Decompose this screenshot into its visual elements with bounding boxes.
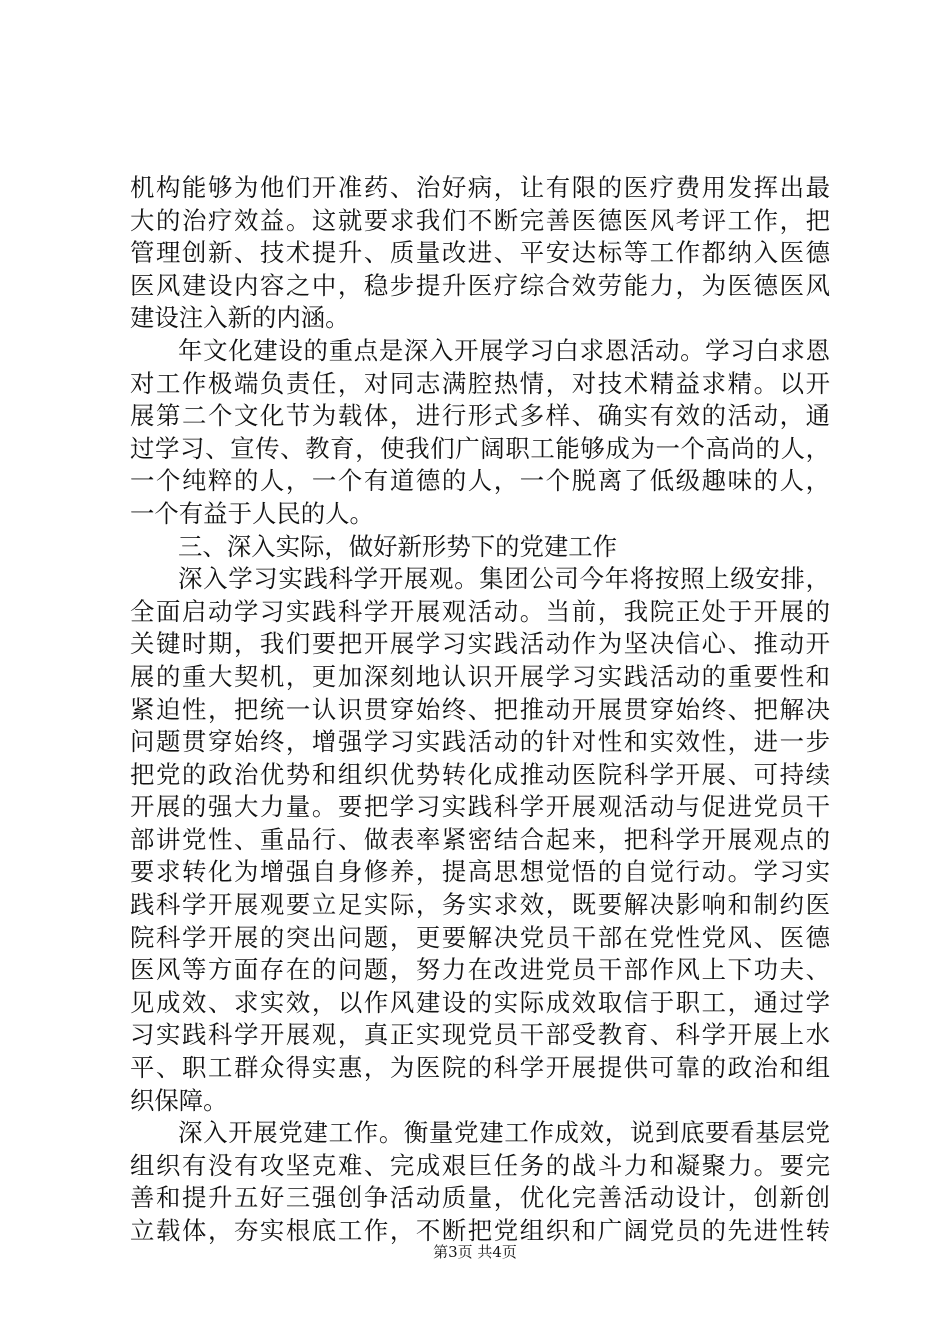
- text-line: 关键时期，我们要把开展学习实践活动作为坚决信心、推动开: [130, 629, 830, 659]
- text-line: 织保障。: [130, 1085, 228, 1115]
- text-line: 医风建设内容之中，稳步提升医疗综合效劳能力，为医德医风: [130, 270, 830, 300]
- text-line: 展的重大契机，更加深刻地认识开展学习实践活动的重要性和: [130, 661, 830, 691]
- text-line: 平、职工群众得实惠，为医院的科学开展提供可靠的政治和组: [130, 1053, 830, 1083]
- text-line: 要求转化为增强自身修养，提高思想觉悟的自觉行动。学习实: [130, 857, 830, 887]
- text-line: 一个纯粹的人，一个有道德的人，一个脱离了低级趣味的人，: [130, 466, 830, 496]
- text-line: 建设注入新的内涵。: [130, 303, 350, 333]
- text-line: 善和提升五好三强创争活动质量，优化完善活动设计，创新创: [130, 1183, 830, 1213]
- text-line: 展第二个文化节为载体，进行形式多样、确实有效的活动，通: [130, 401, 830, 431]
- text-line: 三、深入实际，做好新形势下的党建工作: [178, 531, 618, 561]
- text-line: 对工作极端负责任，对同志满腔热情，对技术精益求精。以开: [130, 368, 830, 398]
- text-line: 组织有没有攻坚克难、完成艰巨任务的战斗力和凝聚力。要完: [130, 1150, 830, 1180]
- text-line: 一个有益于人民的人。: [130, 498, 374, 528]
- text-line: 管理创新、技术提升、质量改进、平安达标等工作都纳入医德: [130, 238, 830, 268]
- page-number: 第3页 共4页: [433, 1243, 517, 1261]
- text-line: 机构能够为他们开准药、治好病，让有限的医疗费用发挥出最: [130, 173, 830, 202]
- text-line: 部讲党性、重品行、做表率紧密结合起来，把科学开展观点的: [130, 824, 830, 854]
- text-line: 大的治疗效益。这就要求我们不断完善医德医风考评工作，把: [130, 205, 830, 235]
- text-line: 医风等方面存在的问题，努力在改进党员干部作风上下功夫、: [130, 955, 830, 985]
- text-line: 开展的强大力量。要把学习实践科学开展观活动与促进党员干: [130, 792, 830, 822]
- text-line: 践科学开展观要立足实际，务实求效，既要解决影响和制约医: [130, 890, 830, 920]
- text-line: 紧迫性，把统一认识贯穿始终、把推动开展贯穿始终、把解决: [130, 694, 830, 724]
- text-line: 全面启动学习实践科学开展观活动。当前，我院正处于开展的: [130, 596, 830, 626]
- text-line: 见成效、求实效，以作风建设的实际成效取信于职工，通过学: [130, 987, 830, 1017]
- text-line: 问题贯穿始终，增强学习实践活动的针对性和实效性，进一步: [130, 727, 830, 757]
- text-line: 把党的政治优势和组织优势转化成推动医院科学开展、可持续: [130, 759, 830, 789]
- text-line: 深入开展党建工作。衡量党建工作成效，说到底要看基层党: [178, 1118, 830, 1148]
- text-line: 年文化建设的重点是深入开展学习白求恩活动。学习白求恩: [178, 335, 830, 365]
- document-body: [130, 172, 830, 1248]
- text-line: 深入学习实践科学开展观。集团公司今年将按照上级安排，: [178, 564, 830, 594]
- page-footer: [0, 1242, 950, 1262]
- text-line: 过学习、宣传、教育，使我们广阔职工能够成为一个高尚的人，: [130, 433, 830, 463]
- text-line: 院科学开展的突出问题，更要解决党员干部在党性党风、医德: [130, 922, 830, 952]
- text-line: 习实践科学开展观，真正实现党员干部受教育、科学开展上水: [130, 1020, 830, 1050]
- text-line: 立载体，夯实根底工作，不断把党组织和广阔党员的先进性转: [130, 1216, 830, 1245]
